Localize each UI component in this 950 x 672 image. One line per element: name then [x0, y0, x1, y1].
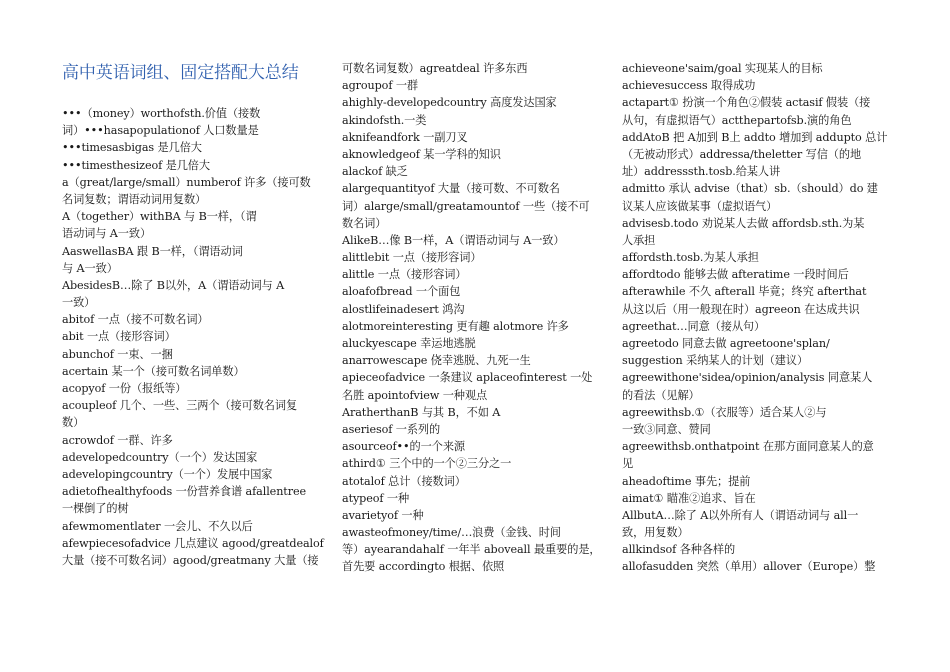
text-line: anarrowescape 侥幸逃脱、九死一生 — [342, 354, 531, 368]
text-line: A（together）withBA 与 B一样，（谓 — [62, 210, 257, 224]
text-line: •••timesasbigas 是几倍大 — [62, 141, 202, 155]
text-line: abit 一点（接形容词） — [62, 330, 176, 344]
text-line: apieceofadvice 一条建议 aplaceofinterest 一处 — [342, 371, 593, 385]
column-1-lines — [62, 105, 332, 569]
text-line: acoupleof 几个、一些、三两个（接可数名词复 — [62, 399, 298, 413]
text-line: AaswellasBA 跟 B一样，（谓语动词 — [62, 244, 243, 258]
text-line: alargequantityof 大量（接可数、不可数名 — [342, 182, 560, 196]
text-line: 等）ayearandahalf 一年半 aboveall 最重要的是， — [342, 543, 601, 557]
text-line: actapart① 扮演一个角色②假装 actasif 假装（接 — [622, 96, 871, 110]
text-line: 语动词与 A一致） — [62, 227, 152, 241]
text-line: 名胜 apointofview 一种观点 — [342, 388, 488, 402]
text-line: afterawhile 不久 afterall 毕竟；终究 afterthat — [622, 285, 867, 299]
text-line: agreetodo 同意去做 agreetoone'splan/ — [622, 337, 830, 350]
text-line: aluckyescape 幸运地逃脱 — [342, 337, 476, 350]
text-line: 词）alarge/small/greatamountof 一些（接不可 — [342, 199, 590, 213]
text-line: afewpiecesofadvice 几点建议 agood/greatdealof — [62, 536, 324, 550]
text-line: AratherthanB 与其 B，不如 A — [342, 405, 501, 419]
text-line: （无被动形式）addressa/theletter 写信（的地 — [622, 147, 862, 161]
text-line: 从句，有虚拟语气）actthepartofsb.演的角色 — [622, 113, 852, 127]
text-line: agreewithone'sidea/opinion/analysis 同意某人 — [622, 371, 873, 385]
text-line: acopyof 一份（报纸等） — [62, 382, 187, 395]
text-line: •••（money）worthofsth.价值（接数 — [62, 107, 261, 120]
text-line: athird① 三个中的一个②三分之一 — [342, 457, 512, 471]
text-line: 人承担 — [622, 233, 656, 247]
text-column-2 — [342, 60, 604, 576]
text-line: adevelopedcountry（一个）发达国家 — [62, 450, 258, 464]
text-line: a（great/large/small）numberof 许多（接可数 — [62, 175, 311, 189]
text-line: AllbutA…除了 A以外所有人（谓语动词与 all一 — [622, 508, 859, 522]
text-line: alittlebit 一点（接形容词） — [342, 251, 482, 265]
text-line: 名词复数；谓语动词用复数） — [62, 192, 207, 206]
text-line: ahighly-developedcountry 高度发达国家 — [342, 96, 557, 110]
text-line: alackof 缺乏 — [342, 165, 408, 179]
text-line: aknowledgeof 某一学科的知识 — [342, 147, 501, 161]
text-line: abunchof 一束、一捆 — [62, 347, 173, 361]
text-line: allofasudden 突然（单用）allover（Europe）整 — [622, 560, 876, 574]
text-line: aheadoftime 事先；提前 — [622, 474, 751, 488]
text-line: aimat① 瞄准②追求、旨在 — [622, 491, 756, 505]
text-line: aknifeandfork 一副刀叉 — [342, 130, 468, 144]
text-line: 一棵倒了的树 — [62, 502, 129, 516]
text-column-1 — [62, 60, 332, 569]
text-line: adevelopingcountry（一个）发展中国家 — [62, 467, 273, 481]
text-line: atotalof 总计（接数词） — [342, 474, 466, 488]
text-line: allkindsof 各种各样的 — [622, 543, 736, 557]
text-line: 词）•••hasapopulationof 人口数量是 — [62, 124, 259, 138]
text-line: alittle 一点（接形容词） — [342, 268, 467, 282]
text-line: agreewithsb.onthatpoint 在那方面同意某人的意 — [622, 440, 874, 454]
text-line: AlikeB…像 B一样，A（谓语动词与 A一致） — [342, 233, 565, 247]
text-line: 址）addresssth.tosb.给某人讲 — [622, 165, 781, 179]
column-2-lines — [342, 60, 604, 576]
text-line: aloafofbread 一个面包 — [342, 285, 461, 299]
text-line: affordsth.tosb.为某人承担 — [622, 251, 759, 265]
text-line: 致，用复数） — [622, 526, 689, 540]
text-line: suggestion 采纳某人的计划（建议） — [622, 354, 809, 368]
text-line: afewmomentlater 一会儿、不久以后 — [62, 519, 253, 533]
column-3-lines — [622, 60, 890, 576]
text-line: akindofsth.一类 — [342, 113, 427, 127]
text-line: affordtodo 能够去做 afteratime 一段时间后 — [622, 268, 849, 282]
text-line: asourceof••的一个来源 — [342, 440, 465, 454]
text-line: achieveone'saim/goal 实现某人的目标 — [622, 62, 823, 75]
text-line: 可数名词复数）agreatdeal 许多东西 — [342, 62, 528, 75]
text-line: alotmoreinteresting 更有趣 alotmore 许多 — [342, 319, 569, 333]
text-line: acertain 某一个（接可数名词单数） — [62, 364, 245, 378]
text-line: aseriesof 一系列的 — [342, 422, 441, 436]
text-line: acrowdof 一群、许多 — [62, 433, 173, 447]
text-line: agreethat…同意（接从句） — [622, 319, 766, 333]
text-line: awasteofmoney/time/…浪费（金钱、时间 — [342, 526, 561, 540]
text-line: •••timesthesizeof 是几倍大 — [62, 158, 210, 172]
text-line: 数名词） — [342, 216, 387, 230]
text-line: 见 — [622, 457, 634, 471]
text-line: admitto 承认 advise（that）sb.（should）do 建 — [622, 182, 878, 196]
text-line: 议某人应该做某事（虚拟语气） — [622, 199, 778, 213]
text-line: agreewithsb.①（衣服等）适合某人②与 — [622, 405, 827, 419]
document-title: 高中英语词组、固定搭配大总结 — [62, 63, 299, 83]
text-line: addAtoB 把 A加到 B上 addto 增加到 addupto 总计 — [622, 130, 888, 144]
text-line: 从这以后（用一般现在时）agreeon 在达成共识 — [622, 302, 860, 316]
text-line: 大量（接不可数名词）agood/greatmany 大量（接 — [62, 553, 319, 567]
text-line: AbesidesB…除了 B以外，A（谓语动词与 A — [62, 278, 285, 292]
text-line: adietofhealthyfoods 一份营养食谱 afallentree — [62, 485, 306, 499]
text-line: 一致） — [62, 296, 96, 310]
text-line: atypeof 一种 — [342, 491, 410, 505]
text-line: 一致③同意、赞同 — [622, 422, 711, 436]
text-line: 与 A一致） — [62, 261, 118, 275]
text-line: achievesuccess 取得成功 — [622, 79, 756, 93]
text-line: 数） — [62, 416, 85, 430]
text-column-3 — [622, 60, 890, 576]
text-line: 首先要 accordingto 根据、依照 — [342, 560, 505, 574]
text-line: abitof 一点（接不可数名词） — [62, 313, 209, 327]
text-line: advisesb.todo 劝说某人去做 affordsb.sth.为某 — [622, 216, 865, 230]
text-line: avarietyof 一种 — [342, 508, 424, 522]
text-line: agroupof 一群 — [342, 79, 418, 93]
text-line: alostlifeinadesert 鸿沟 — [342, 302, 465, 316]
text-line: 的看法（见解） — [622, 388, 700, 402]
